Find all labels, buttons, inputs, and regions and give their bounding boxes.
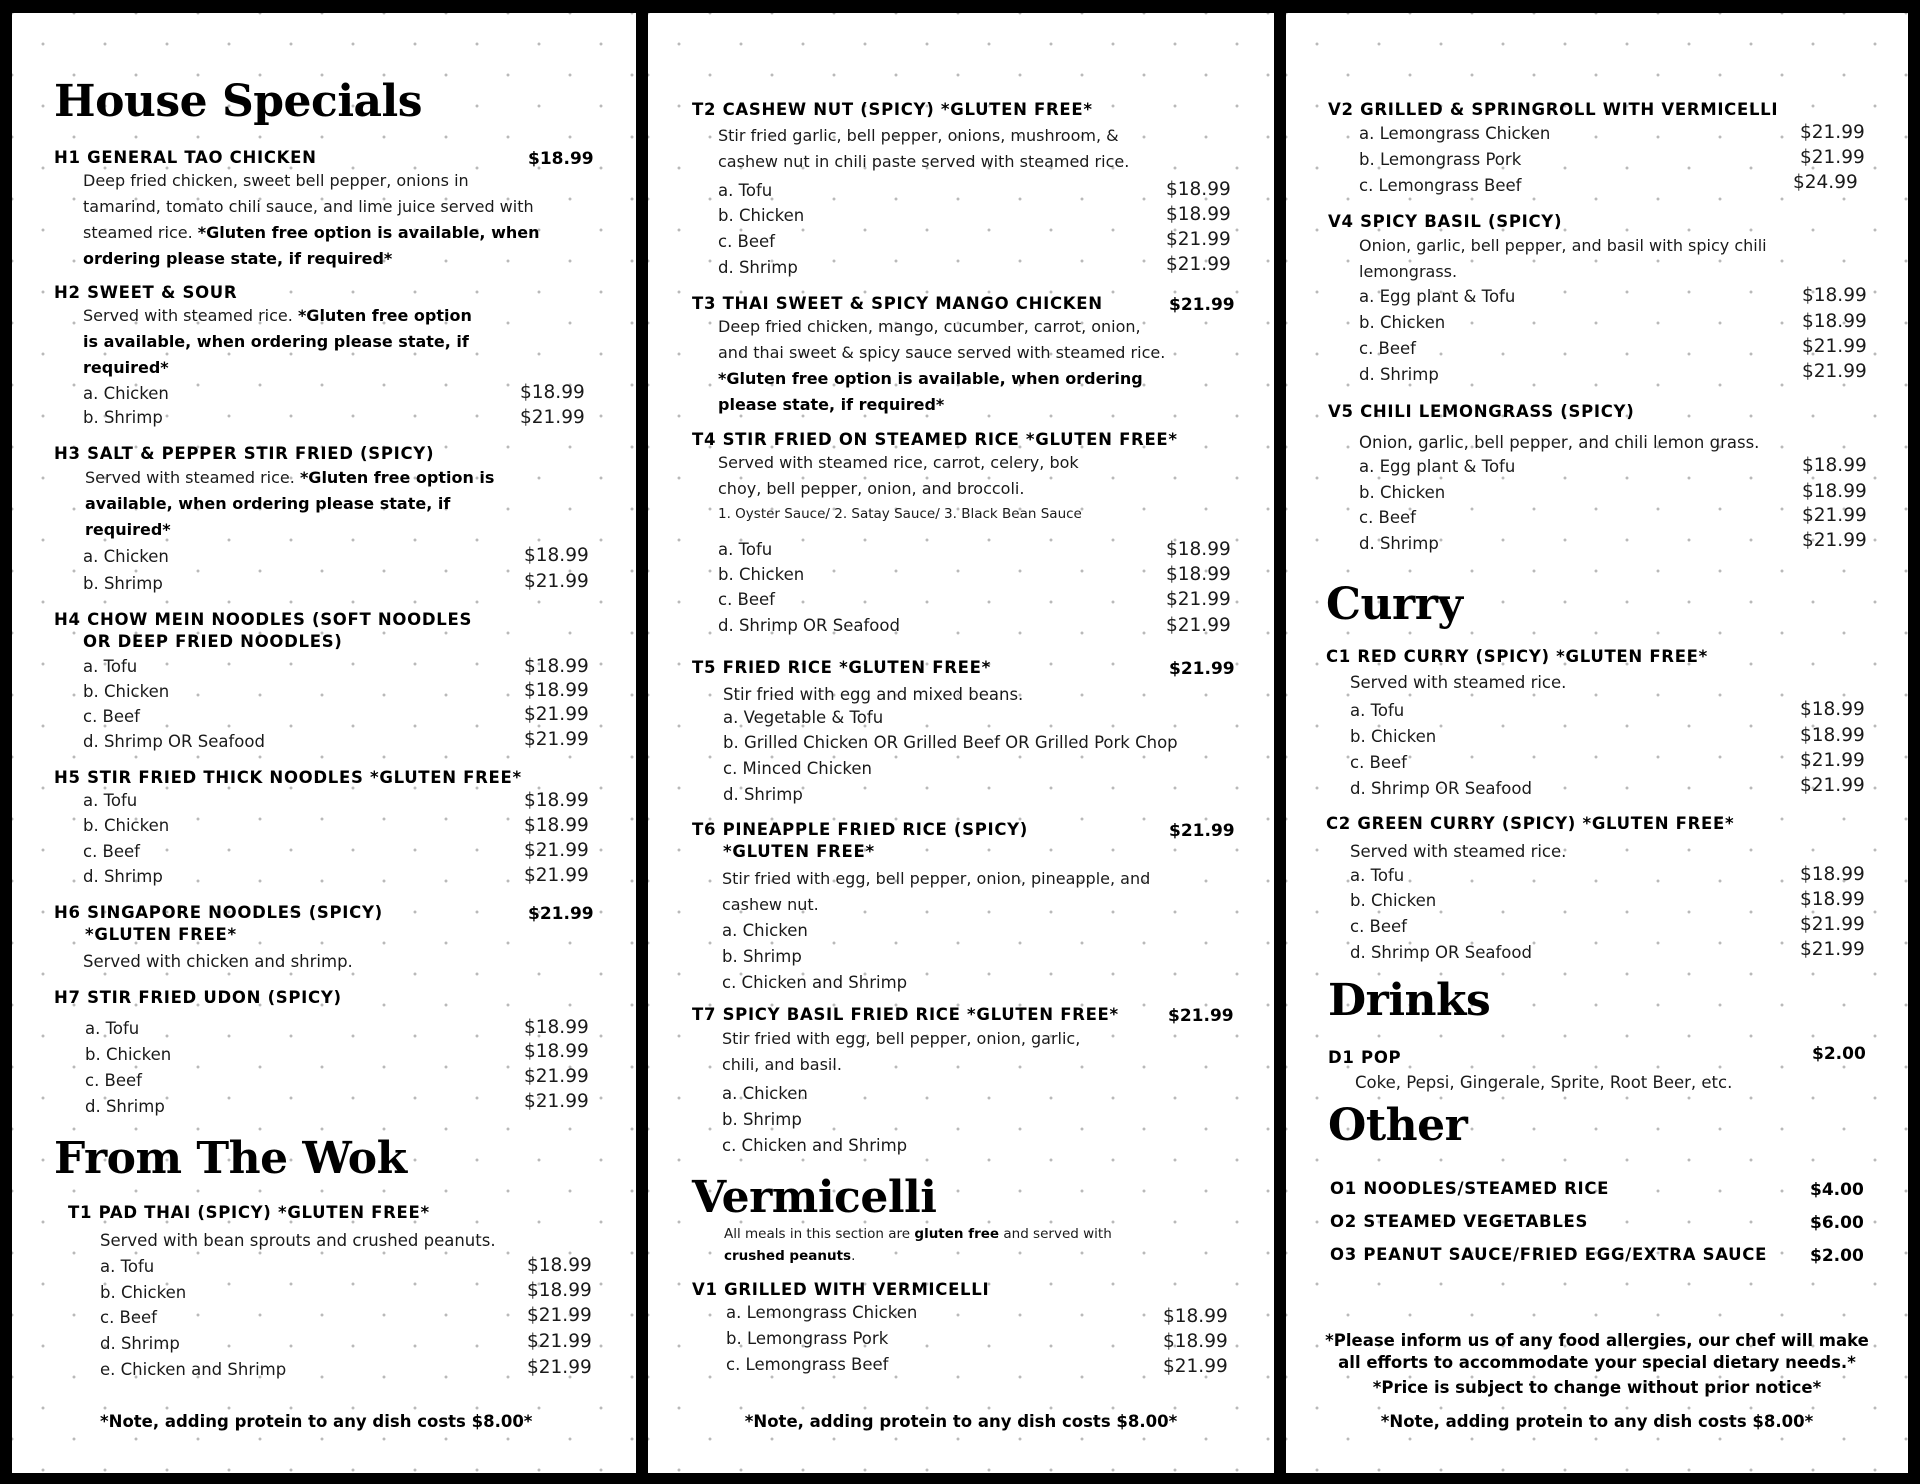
t4-price-d: $21.99 [1166, 615, 1231, 636]
t4-sauce-options: 1. Oyster Sauce/ 2. Satay Sauce/ 3. Black Bean Sauce [718, 506, 1082, 522]
h7-option-b: b. Chicken [85, 1045, 172, 1064]
d1-price: $2.00 [1812, 1044, 1866, 1064]
t4-price-a: $18.99 [1166, 539, 1231, 560]
t1-price-d: $21.99 [527, 1331, 592, 1352]
t7-option-c: c. Chicken and Shrimp [722, 1136, 908, 1155]
h1-heading: H1 GENERAL TAO CHICKEN [54, 148, 317, 167]
t5-option-a: a. Vegetable & Tofu [723, 708, 884, 727]
v1-option-c: c. Lemongrass Beef [726, 1355, 889, 1374]
v5-price-c: $21.99 [1802, 505, 1867, 526]
h3-option-a: a. Chicken [83, 547, 169, 566]
h4-price-c: $21.99 [524, 704, 589, 725]
t4-option-d: d. Shrimp OR Seafood [718, 616, 900, 635]
vermicelli-title: Vermicelli [692, 1172, 937, 1223]
t2-price-d: $21.99 [1166, 254, 1231, 275]
v5-price-d: $21.99 [1802, 530, 1867, 551]
v5-description: Onion, garlic, bell pepper, and chili lemon grass. [1359, 433, 1760, 452]
c2-option-c: c. Beef [1350, 917, 1407, 936]
drinks-title: Drinks [1328, 975, 1491, 1026]
h7-option-c: c. Beef [85, 1071, 142, 1090]
h2-option-b: b. Shrimp [83, 408, 163, 427]
c1-option-a: a. Tofu [1350, 701, 1405, 720]
t6-option-b: b. Shrimp [722, 947, 802, 966]
menu-panel-middle [648, 13, 1274, 1473]
v5-option-d: d. Shrimp [1359, 534, 1439, 553]
v5-option-b: b. Chicken [1359, 483, 1446, 502]
h7-option-d: d. Shrimp [85, 1097, 165, 1116]
v4-option-a: a. Egg plant & Tofu [1359, 287, 1516, 306]
h7-price-b: $18.99 [524, 1041, 589, 1062]
t1-option-a: a. Tofu [100, 1257, 155, 1276]
t4-price-b: $18.99 [1166, 564, 1231, 585]
o1-heading: O1 NOODLES/STEAMED RICE [1330, 1179, 1610, 1198]
c1-price-b: $18.99 [1800, 725, 1865, 746]
t6-price: $21.99 [1169, 821, 1235, 841]
v2-option-b: b. Lemongrass Pork [1359, 150, 1522, 169]
t2-price-a: $18.99 [1166, 179, 1231, 200]
v5-price-b: $18.99 [1802, 481, 1867, 502]
h3-description: Served with steamed rice. *Gluten free option is available, when ordering please state, if required* [85, 468, 495, 539]
t1-option-c: c. Beef [100, 1308, 157, 1327]
h1-price: $18.99 [528, 149, 594, 169]
h6-heading-line2: *GLUTEN FREE* [85, 925, 237, 944]
h4-heading-line2: OR DEEP FRIED NOODLES) [83, 632, 343, 651]
h6-price: $21.99 [528, 904, 594, 924]
c2-heading: C2 GREEN CURRY (SPICY) *GLUTEN FREE* [1326, 814, 1735, 833]
v2-option-a: a. Lemongrass Chicken [1359, 124, 1551, 143]
v1-option-a: a. Lemongrass Chicken [726, 1303, 918, 1322]
t4-option-a: a. Tofu [718, 540, 773, 559]
v4-option-c: c. Beef [1359, 339, 1416, 358]
price-change-note: *Price is subject to change without prior notice* [1372, 1378, 1822, 1397]
t1-option-d: d. Shrimp [100, 1334, 180, 1353]
t7-option-a: a. Chicken [722, 1084, 808, 1103]
c2-price-b: $18.99 [1800, 889, 1865, 910]
t7-option-b: b. Shrimp [722, 1110, 802, 1129]
c1-option-c: c. Beef [1350, 753, 1407, 772]
t6-heading-line1: T6 PINEAPPLE FRIED RICE (SPICY) [692, 820, 1029, 839]
v4-price-b: $18.99 [1802, 311, 1867, 332]
v1-price-c: $21.99 [1163, 1356, 1228, 1377]
house-specials-title: House Specials [54, 76, 423, 127]
h7-price-d: $21.99 [524, 1091, 589, 1112]
v4-description: Onion, garlic, bell pepper, and basil with spicy chili lemongrass. [1359, 236, 1767, 281]
c1-price-a: $18.99 [1800, 699, 1865, 720]
v2-price-b: $21.99 [1800, 147, 1865, 168]
menu-panel-left [12, 13, 636, 1473]
protein-note: *Note, adding protein to any dish costs $8.00* [1380, 1412, 1814, 1431]
c2-option-a: a. Tofu [1350, 866, 1405, 885]
protein-note: *Note, adding protein to any dish costs $8.00* [744, 1412, 1178, 1431]
h6-description: Served with chicken and shrimp. [83, 952, 353, 971]
c1-price-d: $21.99 [1800, 775, 1865, 796]
h3-price-b: $21.99 [524, 571, 589, 592]
d1-heading: D1 POP [1328, 1048, 1402, 1067]
v4-price-c: $21.99 [1802, 336, 1867, 357]
t7-price: $21.99 [1168, 1006, 1234, 1026]
h5-price-a: $18.99 [524, 790, 589, 811]
v2-price-c: $24.99 [1793, 172, 1858, 193]
c1-option-d: d. Shrimp OR Seafood [1350, 779, 1532, 798]
h2-description: Served with steamed rice. *Gluten free option is available, when ordering please state, if required* [83, 306, 472, 377]
o2-heading: O2 STEAMED VEGETABLES [1330, 1212, 1589, 1231]
t1-price-c: $21.99 [527, 1305, 592, 1326]
h5-price-d: $21.99 [524, 865, 589, 886]
t2-description: Stir fried garlic, bell pepper, onions, mushroom, & cashew nut in chili paste served with steamed rice. [718, 126, 1130, 171]
v1-option-b: b. Lemongrass Pork [726, 1329, 889, 1348]
h4-price-d: $21.99 [524, 729, 589, 750]
t4-option-c: c. Beef [718, 590, 775, 609]
protein-note: *Note, adding protein to any dish costs $8.00* [100, 1412, 533, 1431]
t1-heading: T1 PAD THAI (SPICY) *GLUTEN FREE* [68, 1203, 430, 1222]
h4-option-a: a. Tofu [83, 657, 138, 676]
d1-description: Coke, Pepsi, Gingerale, Sprite, Root Beer, etc. [1355, 1073, 1733, 1092]
t7-description: Stir fried with egg, bell pepper, onion, garlic, chili, and basil. [722, 1029, 1081, 1074]
v1-price-b: $18.99 [1163, 1331, 1228, 1352]
t4-price-c: $21.99 [1166, 589, 1231, 610]
v4-option-b: b. Chicken [1359, 313, 1446, 332]
v1-price-a: $18.99 [1163, 1306, 1228, 1327]
h7-option-a: a. Tofu [85, 1019, 140, 1038]
c2-price-a: $18.99 [1800, 864, 1865, 885]
t1-price-b: $18.99 [527, 1280, 592, 1301]
c2-option-d: d. Shrimp OR Seafood [1350, 943, 1532, 962]
t2-heading: T2 CASHEW NUT (SPICY) *GLUTEN FREE* [692, 100, 1093, 119]
h2-price-b: $21.99 [520, 407, 585, 428]
h4-heading-line1: H4 CHOW MEIN NOODLES (SOFT NOODLES [54, 610, 473, 629]
c2-description: Served with steamed rice. [1350, 842, 1567, 861]
h4-option-c: c. Beef [83, 707, 140, 726]
h2-option-a: a. Chicken [83, 384, 169, 403]
c1-price-c: $21.99 [1800, 750, 1865, 771]
t2-option-d: d. Shrimp [718, 258, 798, 277]
o3-price: $2.00 [1810, 1246, 1864, 1266]
h7-price-a: $18.99 [524, 1017, 589, 1038]
h3-option-b: b. Shrimp [83, 574, 163, 593]
h5-option-b: b. Chicken [83, 816, 170, 835]
h4-price-b: $18.99 [524, 680, 589, 701]
t5-description: Stir fried with egg and mixed beans. [723, 685, 1024, 704]
t4-description: Served with steamed rice, carrot, celery, bok choy, bell pepper, onion, and broccoli. [718, 453, 1079, 498]
c2-price-c: $21.99 [1800, 914, 1865, 935]
h4-option-b: b. Chicken [83, 682, 170, 701]
c2-option-b: b. Chicken [1350, 891, 1437, 910]
h4-price-a: $18.99 [524, 656, 589, 677]
v2-price-a: $21.99 [1800, 122, 1865, 143]
h3-price-a: $18.99 [524, 545, 589, 566]
t1-price-a: $18.99 [527, 1255, 592, 1276]
h5-option-d: d. Shrimp [83, 867, 163, 886]
from-the-wok-title: From The Wok [54, 1133, 407, 1184]
t1-option-e: e. Chicken and Shrimp [100, 1360, 287, 1379]
v5-option-c: c. Beef [1359, 508, 1416, 527]
h5-price-c: $21.99 [524, 840, 589, 861]
v4-price-d: $21.99 [1802, 361, 1867, 382]
t5-option-c: c. Minced Chicken [723, 759, 872, 778]
h3-heading: H3 SALT & PEPPER STIR FRIED (SPICY) [54, 444, 435, 463]
h7-heading: H7 STIR FRIED UDON (SPICY) [54, 988, 342, 1007]
h5-option-c: c. Beef [83, 842, 140, 861]
t5-price: $21.99 [1169, 659, 1235, 679]
t4-heading: T4 STIR FRIED ON STEAMED RICE *GLUTEN FREE* [692, 430, 1178, 449]
c1-description: Served with steamed rice. [1350, 673, 1567, 692]
o1-price: $4.00 [1810, 1180, 1864, 1200]
t3-heading: T3 THAI SWEET & SPICY MANGO CHICKEN [692, 294, 1103, 313]
v2-heading: V2 GRILLED & SPRINGROLL WITH VERMICELLI [1328, 100, 1779, 119]
t5-option-b: b. Grilled Chicken OR Grilled Beef OR Grilled Pork Chop [723, 733, 1178, 752]
t6-option-a: a. Chicken [722, 921, 808, 940]
t2-price-b: $18.99 [1166, 204, 1231, 225]
t6-description: Stir fried with egg, bell pepper, onion, pineapple, and cashew nut. [722, 869, 1151, 914]
v5-heading: V5 CHILI LEMONGRASS (SPICY) [1328, 402, 1635, 421]
t4-option-b: b. Chicken [718, 565, 805, 584]
c1-option-b: b. Chicken [1350, 727, 1437, 746]
t1-option-b: b. Chicken [100, 1283, 187, 1302]
h5-price-b: $18.99 [524, 815, 589, 836]
v4-option-d: d. Shrimp [1359, 365, 1439, 384]
t5-heading: T5 FRIED RICE *GLUTEN FREE* [692, 658, 991, 677]
t2-price-c: $21.99 [1166, 229, 1231, 250]
v5-price-a: $18.99 [1802, 455, 1867, 476]
h2-price-a: $18.99 [520, 382, 585, 403]
vermicelli-note: All meals in this section are gluten free and served with crushed peanuts. [724, 1226, 1112, 1264]
v5-option-a: a. Egg plant & Tofu [1359, 457, 1516, 476]
v4-price-a: $18.99 [1802, 285, 1867, 306]
o3-heading: O3 PEANUT SAUCE/FRIED EGG/EXTRA SAUCE [1330, 1245, 1768, 1264]
allergy-note-line1: *Please inform us of any food allergies, our chef will make [1325, 1331, 1869, 1350]
allergy-note-line2: all efforts to accommodate your special dietary needs.* [1338, 1353, 1856, 1372]
h4-option-d: d. Shrimp OR Seafood [83, 732, 265, 751]
t3-price: $21.99 [1169, 295, 1235, 315]
t6-option-c: c. Chicken and Shrimp [722, 973, 908, 992]
t5-option-d: d. Shrimp [723, 785, 803, 804]
t2-option-b: b. Chicken [718, 206, 805, 225]
t1-price-e: $21.99 [527, 1357, 592, 1378]
curry-title: Curry [1326, 579, 1463, 630]
v4-heading: V4 SPICY BASIL (SPICY) [1328, 212, 1563, 231]
h6-heading-line1: H6 SINGAPORE NOODLES (SPICY) [54, 903, 383, 922]
menu-panel-right [1286, 13, 1908, 1473]
o2-price: $6.00 [1810, 1213, 1864, 1233]
h5-heading: H5 STIR FRIED THICK NOODLES *GLUTEN FREE* [54, 768, 522, 787]
h2-heading: H2 SWEET & SOUR [54, 283, 238, 302]
v2-option-c: c. Lemongrass Beef [1359, 176, 1522, 195]
t2-option-a: a. Tofu [718, 181, 773, 200]
h1-description: Deep fried chicken, sweet bell pepper, onions in tamarind, tomato chili sauce, and lime juice served with steamed rice. *Gluten free option is available, when ordering please state, if required* [83, 171, 540, 268]
t3-description: Deep fried chicken, mango, cucumber, carrot, onion, and thai sweet & spicy sauce served with steamed rice. *Gluten free option is available, when ordering please state, if required* [718, 317, 1166, 414]
c2-price-d: $21.99 [1800, 939, 1865, 960]
t2-option-c: c. Beef [718, 232, 775, 251]
t1-description: Served with bean sprouts and crushed peanuts. [100, 1231, 496, 1250]
c1-heading: C1 RED CURRY (SPICY) *GLUTEN FREE* [1326, 647, 1708, 666]
other-title: Other [1328, 1100, 1468, 1151]
t7-heading: T7 SPICY BASIL FRIED RICE *GLUTEN FREE* [692, 1005, 1119, 1024]
t6-heading-line2: *GLUTEN FREE* [723, 842, 875, 861]
h5-option-a: a. Tofu [83, 791, 138, 810]
v1-heading: V1 GRILLED WITH VERMICELLI [692, 1280, 990, 1299]
h7-price-c: $21.99 [524, 1066, 589, 1087]
